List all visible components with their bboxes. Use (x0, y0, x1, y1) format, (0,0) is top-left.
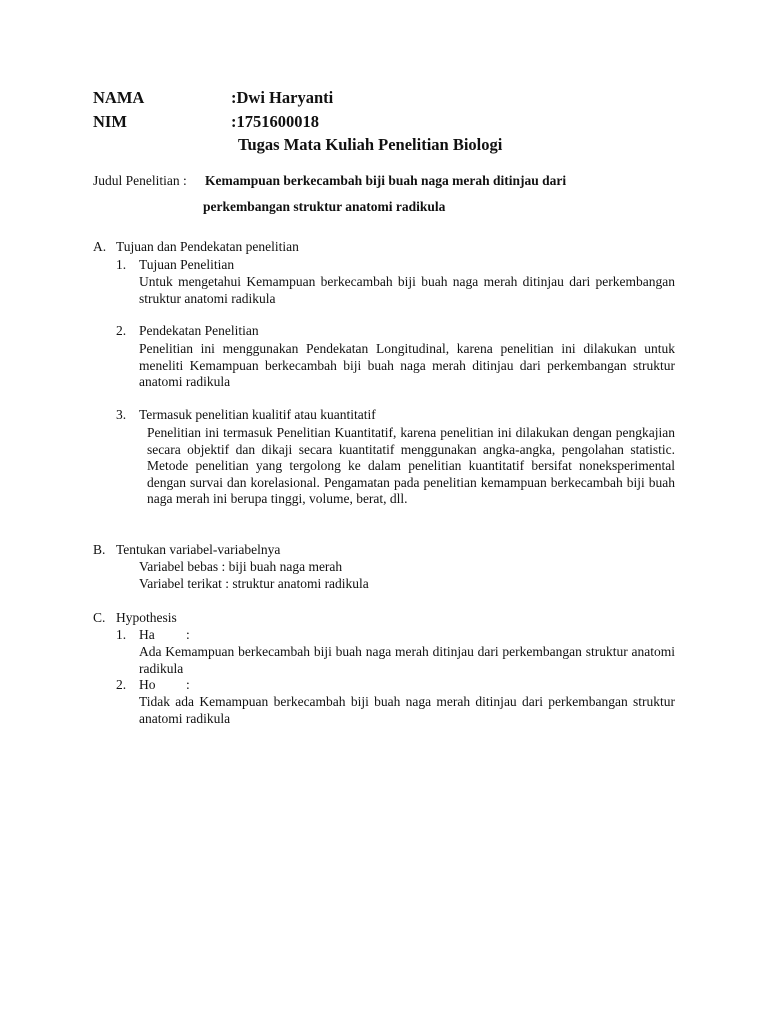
ha-colon: : (186, 627, 190, 642)
a3-marker: 3. (116, 407, 127, 422)
a1-heading: Tujuan Penelitian (139, 257, 235, 272)
a1-text: Untuk mengetahui Kemampuan berkecambah biji buah naga merah ditinjau dari perkembangan struktur anatomi radikula (139, 274, 675, 306)
nama-value: :Dwi Haryanti (231, 88, 334, 107)
section-b-marker: B. (93, 542, 106, 557)
ho-text: Tidak ada Kemampuan berkecambah biji buah naga merah ditinjau dari perkembangan struktur anatomi radikula (139, 694, 675, 726)
judul-label: Judul Penelitian : (93, 173, 187, 188)
a2-marker: 2. (116, 323, 127, 338)
a1-marker: 1. (116, 257, 127, 272)
document-title: Tugas Mata Kuliah Penelitian Biologi (238, 135, 503, 154)
nim-value: :1751600018 (231, 112, 319, 131)
section-a-heading: Tujuan dan Pendekatan penelitian (116, 239, 299, 254)
a3-text: Penelitian ini termasuk Penelitian Kuantitatif, karena penelitian ini dilakukan dengan pengkajian secara objektif dan dikaji secara kuantitatif menggunakan angka-angka, pengolahan statistic. Metode penelitian yang tergolong ke dalam penelitian kuantitatif bersifat noneksperimental dengan survai dan korelasional. Pengamatan pada penelitian kemampuan berkecambah biji buah naga merah ini berupa tinggi, volume, berat, dll. (147, 425, 675, 506)
a3-heading: Termasuk penelitian kualitif atau kuantitatif (139, 407, 376, 422)
ho-colon: : (186, 677, 190, 692)
variabel-bebas: Variabel bebas : biji buah naga merah (139, 559, 343, 574)
ha-label: Ha (139, 627, 155, 642)
ha-marker: 1. (116, 627, 127, 642)
section-c-heading: Hypothesis (116, 610, 177, 625)
nama-label: NAMA (93, 88, 145, 107)
nim-label: NIM (93, 112, 127, 131)
variabel-terikat: Variabel terikat : struktur anatomi radikula (139, 576, 369, 591)
ha-text: Ada Kemampuan berkecambah biji buah naga merah ditinjau dari perkembangan struktur anatomi radikula (139, 644, 675, 676)
a2-heading: Pendekatan Penelitian (139, 323, 259, 338)
section-c-marker: C. (93, 610, 106, 625)
ho-marker: 2. (116, 677, 127, 692)
judul-line-2: perkembangan struktur anatomi radikula (203, 199, 446, 214)
a2-text: Penelitian ini menggunakan Pendekatan Longitudinal, karena penelitian ini dilakukan untuk meneliti Kemampuan berkecambah biji buah naga merah ditinjau dari perkembangan struktur anatomi radikula (139, 341, 675, 389)
ho-label: Ho (139, 677, 156, 692)
section-b-heading: Tentukan variabel-variabelnya (116, 542, 281, 557)
section-a-marker: A. (93, 239, 107, 254)
judul-line-1: Kemampuan berkecambah biji buah naga merah ditinjau dari (205, 173, 567, 188)
